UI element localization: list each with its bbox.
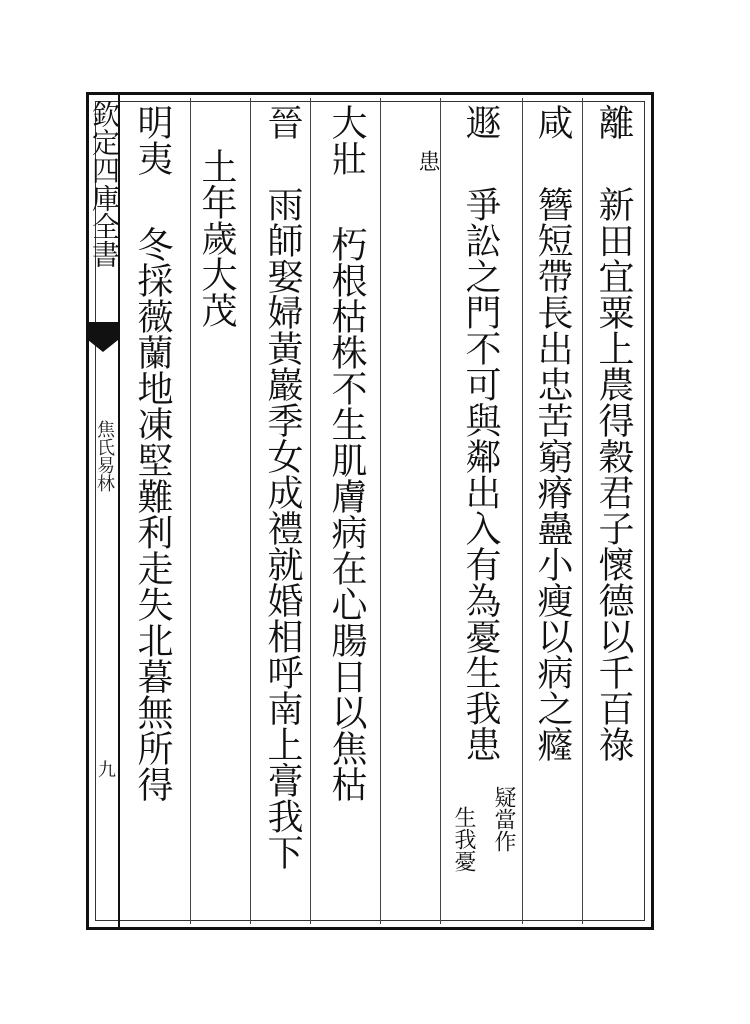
annotation-small: 患: [415, 150, 440, 172]
hexagram-name-dazhuang: 大壯: [326, 104, 367, 176]
verse-mingyi: 冬採薇蘭地凍堅難利走失北暮無所得: [132, 226, 173, 802]
hexagram-name-dun: 遯: [460, 104, 501, 140]
verse-li: 新田宜粟上農得穀君子懷德以千百祿: [593, 186, 634, 762]
annotation-left: 生我憂: [451, 806, 476, 872]
margin-collection-title: 欽定四庫全書: [88, 100, 121, 268]
column-rule: [380, 98, 381, 924]
column-rule: [582, 98, 583, 924]
column-rule: [250, 98, 251, 924]
verse-jin: 雨師娶婦黃巖季女成禮就婚相呼南上膏我下: [262, 186, 303, 870]
annotation-right: 疑當作: [491, 786, 516, 852]
hexagram-name-li: 離: [593, 104, 634, 140]
hexagram-name-mingyi: 明夷: [132, 104, 173, 176]
column-rule: [190, 98, 191, 924]
verse-dazhuang: 朽根枯株不生肌膚病在心腸日以焦枯: [326, 226, 367, 802]
verse-jin-continuation: 土年歲大茂: [196, 148, 237, 328]
column-rule: [440, 98, 441, 924]
hexagram-name-xian: 咸: [532, 104, 573, 140]
verse-dun: 爭訟之門不可與鄰出入有為憂生我患: [460, 186, 501, 762]
column-rule: [310, 98, 311, 924]
margin-book-title: 焦氏易林: [94, 420, 115, 492]
margin-page-number: 九: [95, 760, 116, 778]
column-rule: [522, 98, 523, 924]
hexagram-name-jin: 晉: [262, 104, 303, 140]
verse-xian: 簪短帶長出忠苦窮瘠蠱小瘦以病之癃: [532, 186, 573, 762]
